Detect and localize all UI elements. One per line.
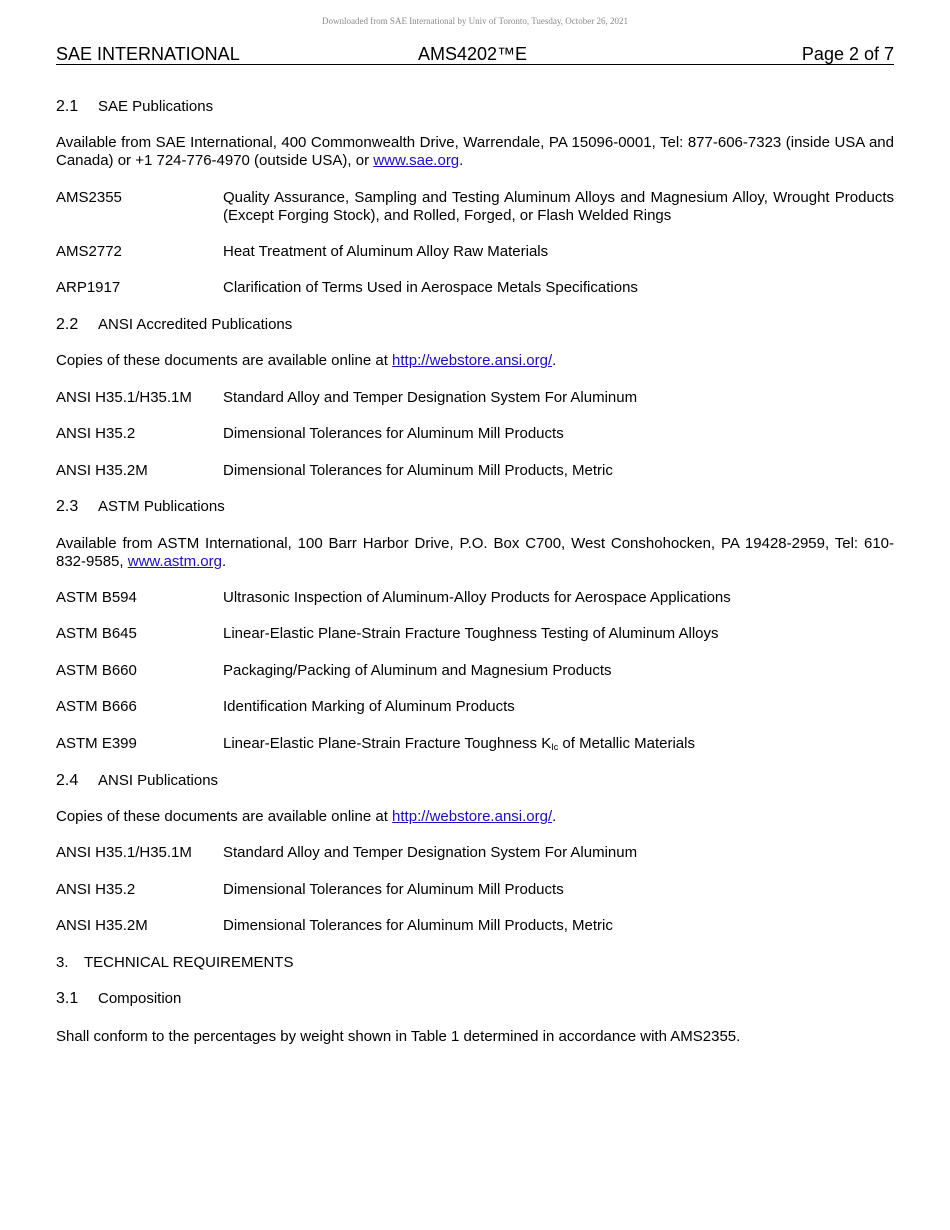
ansi-availability-paragraph <box>56 808 894 826</box>
header-page-number: Page 2 of 7 <box>801 44 894 64</box>
reference-code: ASTM B645 <box>56 625 137 642</box>
section-title: Composition <box>98 990 182 1007</box>
section-number: 2.1 <box>56 98 79 115</box>
reference-code: ANSI H35.1/H35.1M <box>56 389 192 406</box>
reference-title: Packaging/Packing of Aluminum and Magnesium Products <box>223 662 612 679</box>
kic-subscript: Ic <box>551 742 559 752</box>
reference-title: Quality Assurance, Sampling and Testing Aluminum Alloys and Magnesium Alloy, Wrought Products (Except Forging Stock), and Rolled, Forged, or Flash Welded Rings <box>223 189 894 224</box>
header-doc-id: AMS4202™E <box>418 44 528 64</box>
paragraph-text: Copies of these documents are available online at <box>56 352 393 369</box>
reference-code: ASTM B660 <box>56 662 137 679</box>
reference-title: Standard Alloy and Temper Designation System For Aluminum <box>223 844 638 861</box>
section-number: 2.2 <box>56 316 79 333</box>
period: . <box>221 553 227 570</box>
section-title: ASTM Publications <box>98 498 225 515</box>
section-heading-2-4 <box>56 772 894 790</box>
section-title: TECHNICAL REQUIREMENTS <box>84 954 294 971</box>
ansi-webstore-link[interactable]: http://webstore.ansi.org/ <box>392 352 553 369</box>
reference-code: AMS2772 <box>56 243 122 260</box>
astm-availability-paragraph <box>56 535 894 571</box>
reference-code: ARP1917 <box>56 279 121 296</box>
period: . <box>552 352 557 369</box>
reference-code: ASTM B666 <box>56 698 137 715</box>
sae-availability-paragraph <box>56 134 894 170</box>
section-heading-3 <box>56 954 894 972</box>
reference-code: ANSI H35.2 <box>56 881 136 898</box>
reference-code: ANSI H35.2M <box>56 917 148 934</box>
section-title: SAE Publications <box>98 98 214 115</box>
reference-title: Linear-Elastic Plane-Strain Fracture Toughness Testing of Aluminum Alloys <box>223 625 719 642</box>
reference-title <box>223 735 894 756</box>
section-number: 3. <box>56 954 69 971</box>
astm-website-link[interactable]: www.astm.org <box>127 553 222 570</box>
reference-code: ASTM B594 <box>56 589 137 606</box>
section-heading-2-1 <box>56 98 894 116</box>
section-title: ANSI Publications <box>98 772 219 789</box>
ansi-accredited-availability-paragraph <box>56 352 894 370</box>
paragraph-text: Available from SAE International, 400 Commonwealth Drive, Warrendale, PA 15096-0001, Tel: 877-606-7323 (inside USA and Canada) or +1 724-776-4970 (outside USA), or <box>56 134 894 169</box>
section-number: 2.3 <box>56 498 79 515</box>
reference-title: Ultrasonic Inspection of Aluminum-Alloy Products for Aerospace Applications <box>223 589 731 606</box>
download-watermark: Downloaded from SAE International by Univ of Toronto, Tuesday, October 26, 2021 <box>321 16 629 26</box>
reference-title: Clarification of Terms Used in Aerospace Metals Specifications <box>223 279 638 296</box>
header-org: SAE INTERNATIONAL <box>56 44 240 64</box>
section-heading-2-2 <box>56 316 894 334</box>
page-header <box>56 44 894 65</box>
reference-code: ANSI H35.1/H35.1M <box>56 844 192 861</box>
reference-title: Dimensional Tolerances for Aluminum Mill Products, Metric <box>223 917 613 934</box>
reference-code: AMS2355 <box>56 189 122 206</box>
section-heading-2-3 <box>56 498 894 516</box>
reference-title: Identification Marking of Aluminum Products <box>223 698 515 715</box>
section-number: 3.1 <box>56 990 79 1007</box>
composition-paragraph: Shall conform to the percentages by weight shown in Table 1 determined in accordance with AMS2355. <box>56 1028 741 1045</box>
reference-code: ANSI H35.2 <box>56 425 136 442</box>
reference-title: Dimensional Tolerances for Aluminum Mill Products <box>223 881 564 898</box>
reference-title: Dimensional Tolerances for Aluminum Mill Products <box>223 425 564 442</box>
reference-code: ANSI H35.2M <box>56 462 148 479</box>
reference-title: Standard Alloy and Temper Designation System For Aluminum <box>223 389 638 406</box>
title-text: Linear-Elastic Plane-Strain Fracture Toughness K <box>223 735 552 752</box>
reference-title: Dimensional Tolerances for Aluminum Mill Products, Metric <box>223 462 613 479</box>
reference-title: Heat Treatment of Aluminum Alloy Raw Materials <box>223 243 549 260</box>
period: . <box>459 152 464 169</box>
sae-website-link[interactable]: www.sae.org <box>373 152 460 169</box>
section-number: 2.4 <box>56 772 79 789</box>
paragraph-text: Available from ASTM International, 100 Barr Harbor Drive, P.O. Box C700, West Conshohocken, PA 19428-2959, Tel: 610-832-9585, <box>56 535 894 570</box>
section-heading-3-1 <box>56 990 894 1008</box>
reference-code: ASTM E399 <box>56 735 137 752</box>
period: . <box>552 808 557 825</box>
section-title: ANSI Accredited Publications <box>98 316 293 333</box>
ansi-webstore-link[interactable]: http://webstore.ansi.org/ <box>392 808 553 825</box>
paragraph-text: Copies of these documents are available online at <box>56 808 393 825</box>
title-text: of Metallic Materials <box>558 735 695 752</box>
